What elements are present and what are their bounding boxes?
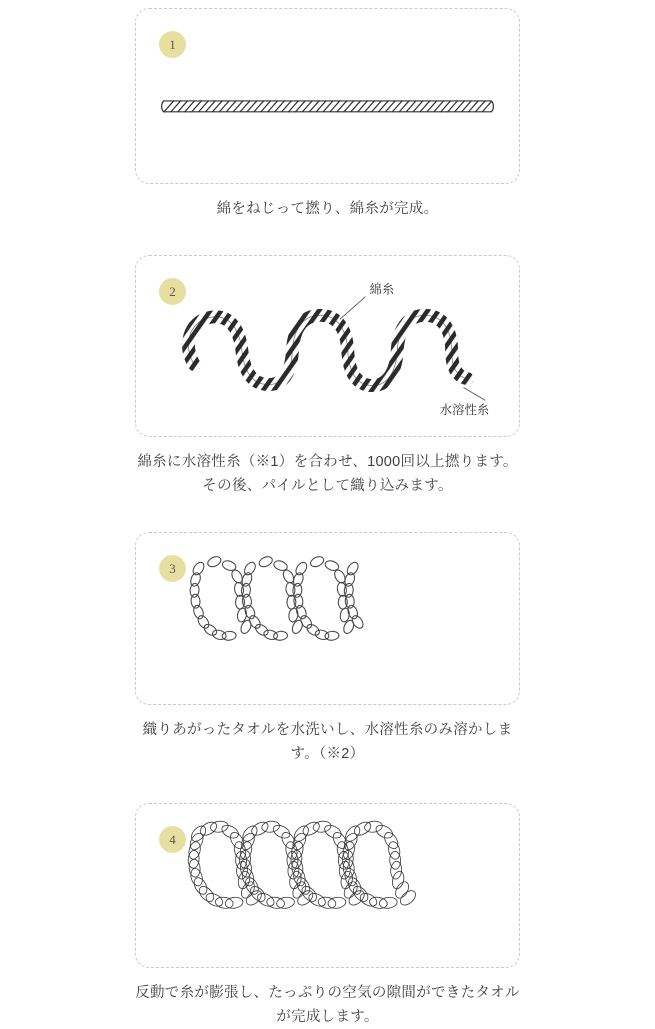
process-step-4 <box>0 767 655 1029</box>
step-4-badge: 4 <box>159 826 186 853</box>
cotton-yarn-label: 綿糸 <box>369 282 395 297</box>
step-2-caption <box>118 451 538 499</box>
water-soluble-yarn-label: 水溶性糸 <box>439 403 490 418</box>
process-step-3 <box>0 499 655 767</box>
process-step-1 <box>0 0 655 222</box>
step-4-caption-line-1: 反動で糸が膨張し、たっぷりの空気の隙間ができたタオル <box>135 984 520 1001</box>
twisted-cotton-yarn-straight <box>136 9 519 183</box>
step-4-figure-card <box>135 803 520 968</box>
step-2-caption-line-1: 綿糸に水溶性糸（※1）を合わせ、1000回以上撚ります。 <box>137 453 518 470</box>
step-2-figure-card <box>135 255 520 437</box>
step-1-figure-card <box>135 8 520 184</box>
step-1-caption: 綿をねじって撚り、綿糸が完成。 <box>216 201 439 217</box>
step-3-caption-line-1: 織りあがったタオルを水洗いし、水溶性糸のみ溶かしま <box>142 721 513 738</box>
step-3-caption-line-2: す。（※2） <box>290 745 365 762</box>
step-2-caption-line-2: その後、パイルとして織り込みます。 <box>202 477 453 494</box>
step-4-caption-line-2: が完成します。 <box>276 1008 379 1025</box>
step-1-badge: 1 <box>159 31 186 58</box>
expanded-fluffy-yarn-wave <box>136 804 519 967</box>
step-3-badge: 3 <box>159 555 186 582</box>
step-4-caption <box>118 982 538 1029</box>
step-3-caption <box>118 719 538 767</box>
step-2-badge: 2 <box>159 278 186 305</box>
step-3-figure-card <box>135 532 520 705</box>
cotton-yarn-with-water-soluble-yarn-wave <box>136 256 519 436</box>
process-step-2 <box>0 222 655 499</box>
washed-yarn-dissolved-wave <box>136 533 519 704</box>
